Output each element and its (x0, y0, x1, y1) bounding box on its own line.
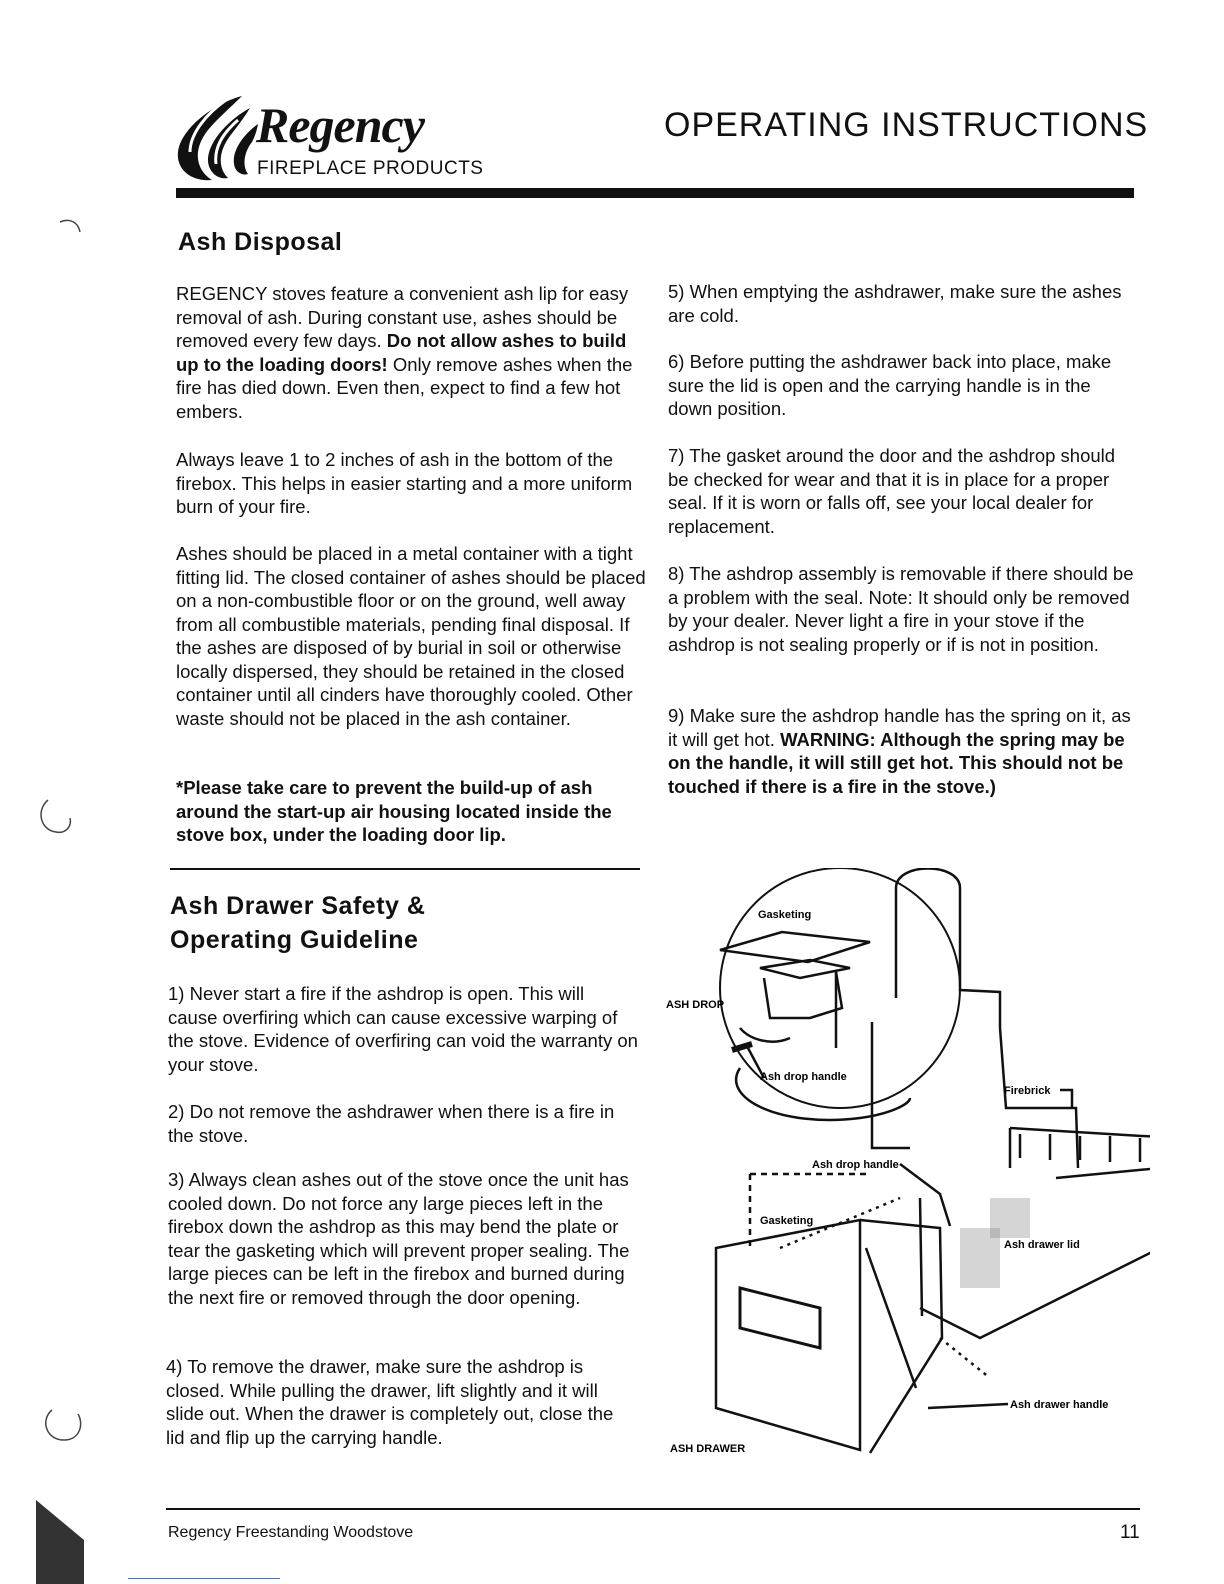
label-ash-drawer: ASH DRAWER (670, 1443, 746, 1455)
label-ash-drawer-lid: Ash drawer lid (1004, 1239, 1080, 1251)
footer-rule (166, 1508, 1140, 1510)
regency-flame-logo (172, 90, 262, 185)
label-ash-drop-handle: Ash drop handle (812, 1159, 899, 1171)
scan-blue-line (128, 1578, 280, 1579)
label-ash-drop: ASH DROP (666, 999, 725, 1011)
ash-disposal-heading: Ash Disposal (178, 228, 343, 256)
item-9: 9) Make sure the ashdrop handle has the spring on it, as it will get hot. WARNING: Although the spring may be on the handle, it will still get hot. This should not be touched if there is a fire in the stove.) (668, 705, 1131, 797)
item-5: 5) When emptying the ashdrawer, make sure the ashes are cold. (668, 281, 1122, 326)
page-number: 11 (1120, 1522, 1140, 1543)
ash-disposal-note: *Please take care to prevent the build-up of ash around the start-up air housing located inside the stove box, under the loading door lip. (176, 777, 612, 845)
item-8: 8) The ashdrop assembly is removable if there should be a problem with the seal. Note: It should only be removed by your dealer. Never light a fire in your stove if the ashdrop is not sealing properly or if is not in position. (668, 563, 1134, 655)
guideline-2: 2) Do not remove the ashdrawer when there is a fire in the stove. (168, 1101, 615, 1146)
guideline-3: 3) Always clean ashes out of the stove once the unit has cooled down. Do not force any large pieces left in the firebox down the ashdrop as this may bend the plate or tear the gasketing which will prevent proper sealing. The large pieces can be left in the firebox and burned during the next fire or removed through the door opening. (168, 1169, 630, 1308)
item-6: 6) Before putting the ashdrawer back into place, make sure the lid is open and the carrying handle is in the down position. (668, 351, 1112, 419)
ash-drawer-heading-line-1: Ash Drawer Safety & (170, 892, 426, 920)
page-title: OPERATING INSTRUCTIONS (664, 106, 1149, 144)
regency-wordmark: Regency (256, 97, 424, 153)
guideline-1: 1) Never start a fire if the ashdrop is open. This will cause overfiring which can cause excessive warping of the stove. Evidence of overfiring can void the warranty on your stove. (168, 983, 638, 1075)
section-divider (170, 868, 640, 870)
label-ash-drawer-handle: Ash drawer handle (1010, 1399, 1109, 1411)
label-gasketing: Gasketing (760, 1215, 814, 1227)
footer-title: Regency Freestanding Woodstove (168, 1524, 414, 1541)
header-rule (176, 188, 1134, 198)
ash-drawer-diagram (660, 868, 1150, 1468)
item-7: 7) The gasket around the door and the ashdrop should be checked for wear and that it is in place for a proper seal. If it is worn or falls off, see your local dealer for replacement. (668, 445, 1116, 537)
label-ash-drop-handle-top: Ash drop handle (760, 1071, 847, 1083)
logo-subtitle: FIREPLACE PRODUCTS (257, 158, 484, 179)
ash-drawer-heading-line-2: Operating Guideline (170, 926, 419, 954)
label-firebrick: Firebrick (1004, 1085, 1051, 1097)
ash-disposal-paragraph-2: Always leave 1 to 2 inches of ash in the bottom of the firebox. This helps in easier starting and a more uniform burn of your fire. (176, 449, 633, 517)
label-gasketing-top: Gasketing (758, 909, 812, 921)
ash-disposal-paragraph-3: Ashes should be placed in a metal container with a tight fitting lid. The closed container of ashes should be placed on a non-combustible floor or on the ground, well away from all combustible materials, pending final disposal. If the ashes are disposed of by burial in soil or otherwise locally dispersed, they should be retained in the closed container until all cinders have thoroughly cooled. Other waste should not be placed in the ash container. (176, 543, 646, 729)
guideline-4: 4) To remove the drawer, make sure the ashdrop is closed. While pulling the drawer, lift slightly and it will slide out. When the drawer is completely out, close the lid and flip up the carrying handle. (166, 1356, 614, 1448)
ash-disposal-paragraph-1: REGENCY stoves feature a convenient ash lip for easy removal of ash. During constant use, ashes should be removed every few days. Do not allow ashes to build up to the loading doors! Only remove ashes when the fire has died down. Even then, expect to find a few hot embers. (176, 283, 633, 422)
